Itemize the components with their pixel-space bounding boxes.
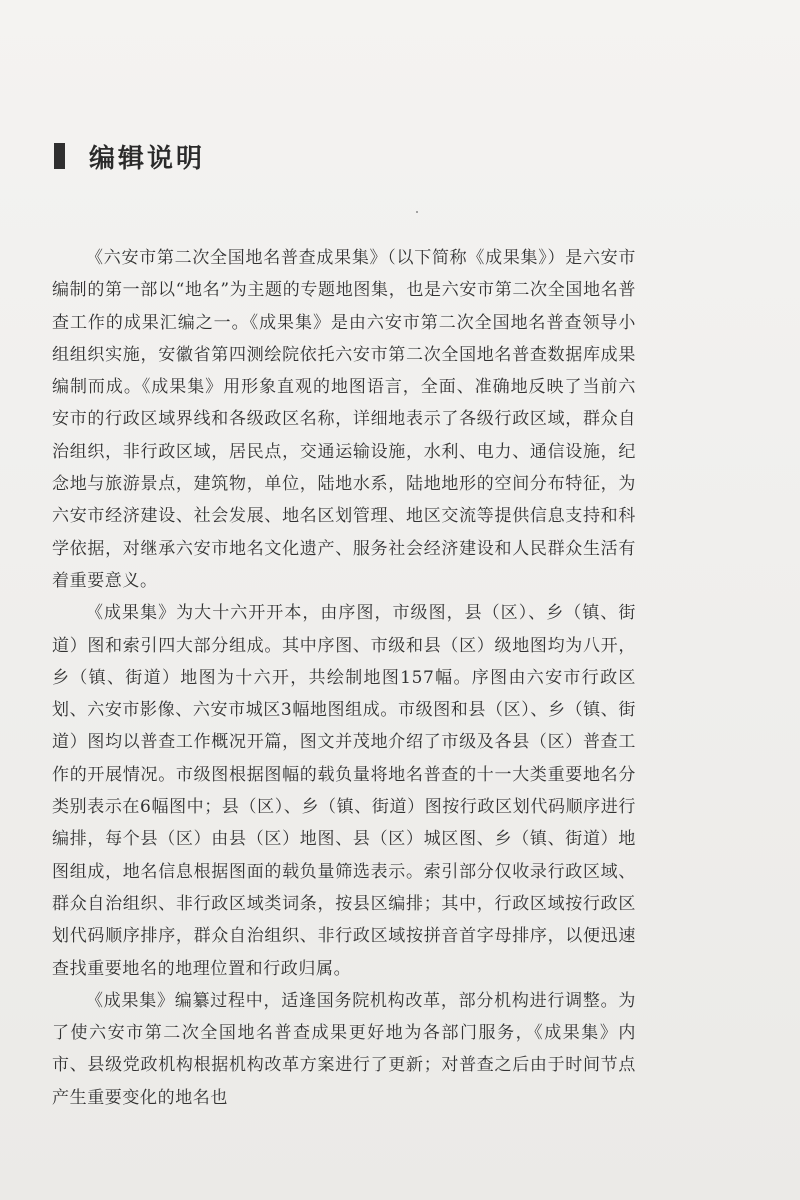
page-title: 编辑说明 xyxy=(89,143,206,174)
section-heading xyxy=(54,136,205,176)
paragraph-2: 《成果集》为大十六开开本，由序图，市级图，县（区）、乡（镇、街道）图和索引四大部分组成。其中序图、市级和县（区）级地图均为八开，乡（镇、街道）地图为十六开，共绘制地图157幅。序图由六安市行政区划、六安市影像、六安市城区3幅地图组成。市级图和县（区）、乡（镇、街道）图均以普查工作概况开篇，图文并茂地介绍了市级及各县（区）普查工作的开展情况。市级图根据图幅的载负量将地名普查的十一大类重要地名分类别表示在6幅图中；县（区）、乡（镇、街道）图按行政区划代码顺序进行编排，每个县（区）由县（区）地图、县（区）城区图、乡（镇、街道）地图组成，地名信息根据图面的载负量筛选表示。索引部分仅收录行政区域、群众自治组织、非行政区域类词条，按县区编排；其中，行政区域按行政区划代码顺序排序，群众自治组织、非行政区域按拼音首字母排序，以便迅速查找重要地名的地理位置和行政归属。 xyxy=(52,603,636,979)
body-text xyxy=(52,242,636,1114)
paragraph-3: 《成果集》编纂过程中，适逢国务院机构改革，部分机构进行调整。为了使六安市第二次全国地名普查成果更好地为各部门服务，《成果集》内市、县级党政机构根据机构改革方案进行了更新；对普查之后由于时间节点产生重要变化的地名也 xyxy=(52,990,636,1108)
paper-speck xyxy=(416,211,418,213)
paragraph-1: 《六安市第二次全国地名普查成果集》（以下简称《成果集》）是六安市编制的第一部以“地名”为主题的专题地图集，也是六安市第二次全国地名普查工作的成果汇编之一。《成果集》是由六安市第二次全国地名普查领导小组组织实施，安徽省第四测绘院依托六安市第二次全国地名普查数据库成果编制而成。《成果集》用形象直观的地图语言，全面、准确地反映了当前六安市的行政区域界线和各级政区名称，详细地表示了各级行政区域，群众自治组织，非行政区域，居民点，交通运输设施，水利、电力、通信设施，纪念地与旅游景点，建筑物，单位，陆地水系，陆地地形的空间分布特征，为六安市经济建设、社会发展、地名区划管理、地区交流等提供信息支持和科学依据，对继承六安市地名文化遗产、服务社会经济建设和人民群众生活有着重要意义。 xyxy=(52,248,636,591)
heading-marker-icon xyxy=(54,143,65,169)
